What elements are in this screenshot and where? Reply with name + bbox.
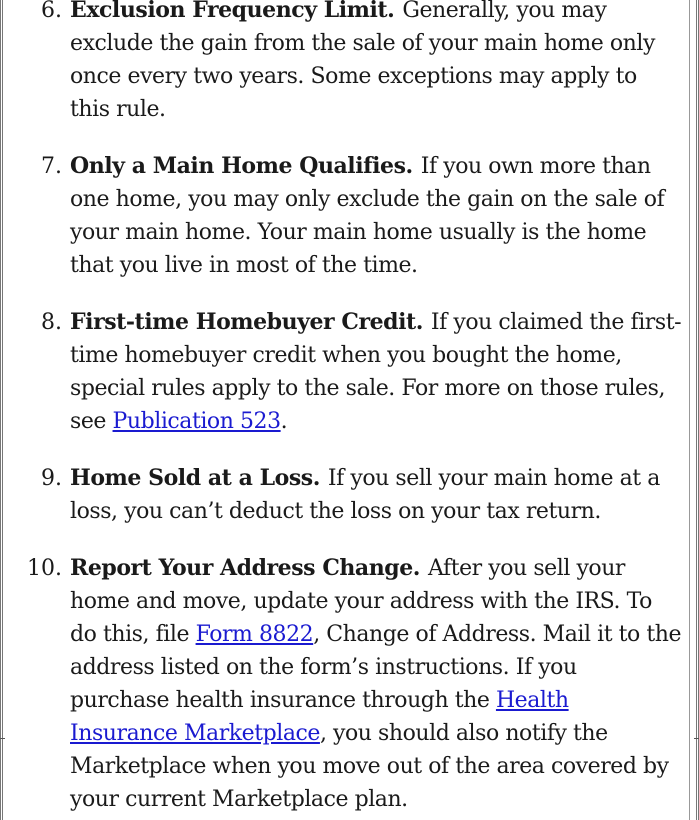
tip-item-8 — [0, 306, 699, 438]
tip-text: If you sell your main home at a loss, you can’t deduct the loss on your tax return. — [70, 466, 660, 524]
tip-item-9 — [0, 462, 699, 528]
tip-body — [70, 0, 682, 126]
tip-text: , you should also notify the Marketplace when you move out of the area covered by your current Marketplace plan. — [70, 721, 669, 812]
tip-title: Report Your Address Change. — [70, 555, 420, 581]
tip-title: Exclusion Frequency Limit. — [70, 0, 395, 23]
tip-item-10 — [0, 552, 699, 816]
tip-item-6 — [0, 0, 699, 126]
tip-number: 9. — [41, 466, 62, 491]
tip-text: If you own more than one home, you may only exclude the gain on the sale of your main home. Your main home usually is the home that you live in most of the time. — [70, 154, 665, 278]
tip-item-7 — [0, 150, 699, 282]
tip-body — [70, 150, 682, 282]
tip-text: If you claimed the first-time homebuyer credit when you bought the home, special rules apply to the sale. For more on those rules, see — [70, 310, 682, 434]
tip-number: 6. — [41, 0, 62, 23]
tip-text: , Change of Address. Mail it to the address listed on the form’s instructions. If you purchase health insurance through the — [70, 622, 682, 713]
tip-number: 10. — [27, 556, 62, 581]
tip-title: First-time Homebuyer Credit. — [70, 309, 423, 335]
tip-number: 8. — [41, 310, 62, 335]
tip-body — [70, 462, 682, 528]
tip-body — [70, 552, 682, 816]
tip-text: Generally, you may exclude the gain from the sale of your main home only once every two years. Some exceptions may apply to this rule. — [70, 0, 655, 122]
tip-text: . — [280, 409, 288, 434]
tip-title: Home Sold at a Loss. — [70, 465, 320, 491]
tip-title: Only a Main Home Qualifies. — [70, 153, 413, 179]
health-insurance-marketplace-link[interactable]: Health Insurance Marketplace — [70, 688, 569, 746]
tip-text: After you sell your home and move, update your address with the IRS. To do this, file — [70, 556, 652, 647]
tip-body — [70, 306, 682, 438]
form-8822-link[interactable]: Form 8822 — [195, 622, 314, 647]
publication-523-link[interactable]: Publication 523 — [112, 409, 281, 434]
tip-number: 7. — [41, 154, 62, 179]
